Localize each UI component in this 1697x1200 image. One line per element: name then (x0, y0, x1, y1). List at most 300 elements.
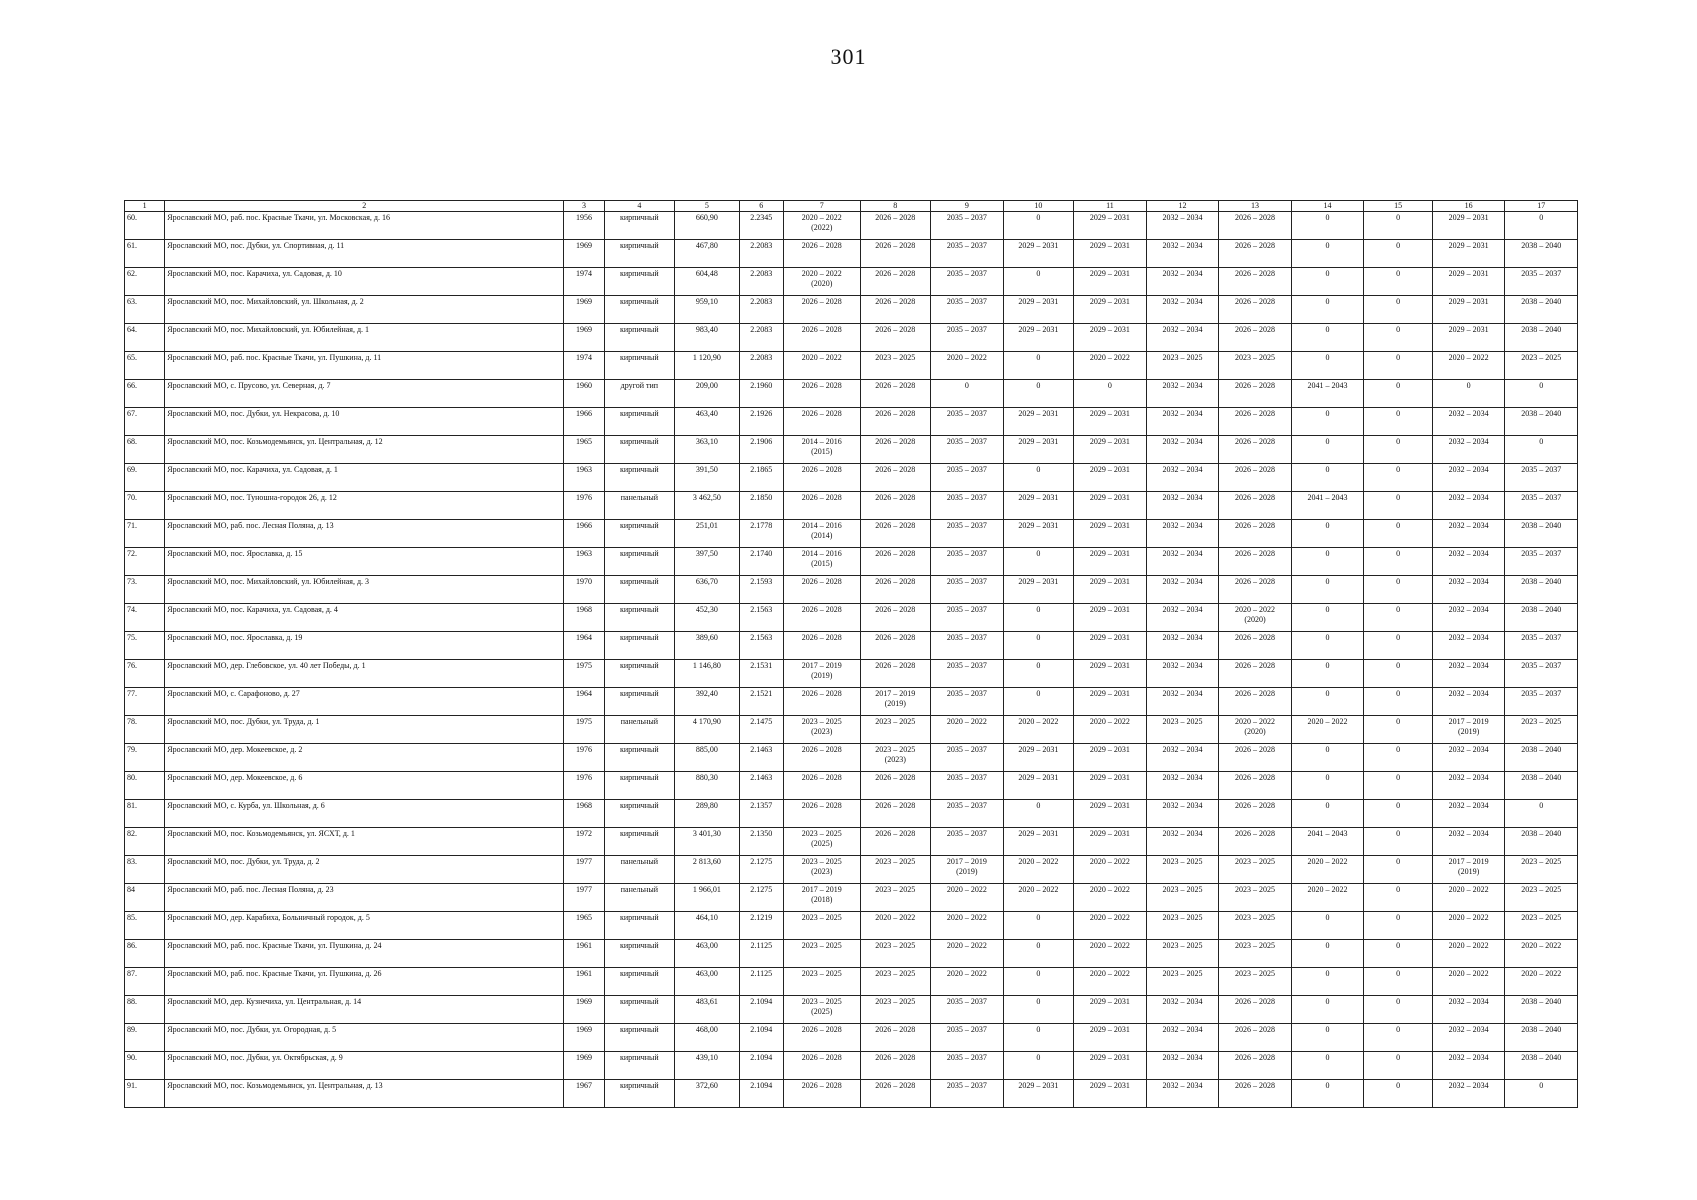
year-cell (564, 772, 604, 800)
column-header-12: 12 (1146, 201, 1219, 212)
col13-cell-value: 2023 – 2025 (1235, 885, 1275, 894)
col16-cell-value: 2032 – 2034 (1448, 493, 1489, 502)
row-number-value: 72. (127, 549, 137, 558)
address-cell-value: Ярославский МО, пос. Михайловский, ул. Школьная, д. 2 (167, 297, 364, 306)
col7-cell-value: 2026 – 2028 (801, 577, 842, 586)
col7-cell-value: 2026 – 2028 (801, 241, 842, 250)
row-number-value: 77. (127, 689, 137, 698)
col7-cell (783, 1024, 860, 1052)
material-cell-value: кирпичный (620, 1053, 659, 1062)
row-number (125, 632, 165, 660)
code-cell-value: 2.2083 (750, 269, 773, 278)
area-cell (675, 520, 739, 548)
col7-cell (783, 212, 860, 240)
col14-cell (1291, 240, 1364, 268)
area-cell (675, 268, 739, 296)
col9-cell-value: 2035 – 2037 (946, 465, 987, 474)
col12-cell (1146, 856, 1219, 884)
area-cell-value: 392,40 (695, 689, 718, 698)
col12-cell-value: 2032 – 2034 (1162, 213, 1203, 222)
col15-cell (1364, 324, 1433, 352)
col11-cell (1074, 1052, 1147, 1080)
col9-cell-value: 2035 – 2037 (946, 577, 987, 586)
col8-cell-actual-year: (2019) (884, 699, 906, 708)
row-number-value: 70. (127, 493, 137, 502)
area-cell-value: 372,60 (695, 1081, 718, 1090)
col8-cell (860, 296, 931, 324)
col15-cell-value: 0 (1396, 633, 1401, 642)
col16-cell (1432, 240, 1505, 268)
col16-cell-value: 2017 – 2019 (1448, 717, 1489, 726)
code-cell (739, 772, 783, 800)
col13-cell-actual-year: (2020) (1244, 727, 1266, 736)
code-cell (739, 352, 783, 380)
col7-cell-value: 2026 – 2028 (801, 773, 842, 782)
code-cell (739, 296, 783, 324)
col15-cell-value: 0 (1396, 325, 1401, 334)
col15-cell (1364, 464, 1433, 492)
row-number-value: 79. (127, 745, 137, 754)
area-cell (675, 548, 739, 576)
col10-cell (1003, 212, 1074, 240)
col10-cell (1003, 996, 1074, 1024)
col14-cell-value: 0 (1325, 997, 1330, 1006)
col13-cell (1219, 268, 1292, 296)
col10-cell-value: 0 (1036, 689, 1041, 698)
col10-cell (1003, 1052, 1074, 1080)
code-cell-value: 2.1357 (750, 801, 773, 810)
address-cell (165, 576, 564, 604)
col15-cell-value: 0 (1396, 549, 1401, 558)
col17-cell-value: 2023 – 2025 (1521, 913, 1562, 922)
address-cell (165, 744, 564, 772)
col9-cell (931, 912, 1004, 940)
row-number (125, 296, 165, 324)
col16-cell-value: 2029 – 2031 (1448, 269, 1489, 278)
col17-cell (1505, 520, 1578, 548)
col13-cell (1219, 1052, 1292, 1080)
col7-cell-value: 2014 – 2016 (801, 549, 842, 558)
col8-cell-value: 2026 – 2028 (875, 521, 916, 530)
col7-cell (783, 604, 860, 632)
col15-cell-value: 0 (1396, 577, 1401, 586)
table-row (125, 240, 1578, 268)
row-number-value: 90. (127, 1053, 137, 1062)
material-cell (604, 1080, 675, 1108)
col15-cell (1364, 520, 1433, 548)
col10-cell-value: 2029 – 2031 (1018, 297, 1059, 306)
address-cell-value: Ярославский МО, дер. Мокеевское, д. 2 (167, 745, 303, 754)
col8-cell-value: 2026 – 2028 (875, 1081, 916, 1090)
address-cell-value: Ярославский МО, раб. пос. Красные Ткачи, ул. Московская, д. 16 (167, 213, 390, 222)
col15-cell-value: 0 (1396, 1053, 1401, 1062)
area-cell-value: 660,90 (695, 213, 718, 222)
col7-cell (783, 352, 860, 380)
col14-cell (1291, 548, 1364, 576)
area-cell (675, 856, 739, 884)
col14-cell (1291, 912, 1364, 940)
col15-cell-value: 0 (1396, 605, 1401, 614)
col12-cell (1146, 352, 1219, 380)
col7-cell (783, 492, 860, 520)
col11-cell (1074, 604, 1147, 632)
col10-cell-value: 0 (1036, 633, 1041, 642)
area-cell (675, 604, 739, 632)
col17-cell (1505, 1052, 1578, 1080)
col11-cell (1074, 464, 1147, 492)
col9-cell-value: 2035 – 2037 (946, 1081, 987, 1090)
col14-cell-value: 2020 – 2022 (1307, 885, 1348, 894)
code-cell (739, 324, 783, 352)
col7-cell-value: 2023 – 2025 (801, 997, 842, 1006)
col12-cell (1146, 576, 1219, 604)
col10-cell (1003, 772, 1074, 800)
col8-cell-value: 2026 – 2028 (875, 605, 916, 614)
row-number (125, 268, 165, 296)
col17-cell-value: 2020 – 2022 (1521, 941, 1562, 950)
row-number (125, 436, 165, 464)
col12-cell (1146, 940, 1219, 968)
col10-cell-value: 2029 – 2031 (1018, 577, 1059, 586)
col12-cell-value: 2032 – 2034 (1162, 1081, 1203, 1090)
col7-cell-value: 2026 – 2028 (801, 325, 842, 334)
col15-cell-value: 0 (1396, 885, 1401, 894)
row-number-value: 67. (127, 409, 137, 418)
col11-cell-value: 2020 – 2022 (1089, 885, 1130, 894)
col11-cell (1074, 1080, 1147, 1108)
col8-cell (860, 324, 931, 352)
code-cell-value: 2.1563 (750, 633, 773, 642)
year-cell (564, 240, 604, 268)
area-cell-value: 2 813,60 (692, 857, 721, 866)
col15-cell (1364, 1080, 1433, 1108)
col17-cell-value: 2035 – 2037 (1521, 549, 1562, 558)
col7-cell-value: 2026 – 2028 (801, 381, 842, 390)
year-cell-value: 1963 (575, 549, 592, 558)
col12-cell-value: 2023 – 2025 (1162, 857, 1203, 866)
col17-cell (1505, 352, 1578, 380)
col12-cell (1146, 408, 1219, 436)
col12-cell-value: 2032 – 2034 (1162, 437, 1203, 446)
col16-cell-value: 2032 – 2034 (1448, 549, 1489, 558)
col12-cell (1146, 604, 1219, 632)
material-cell (604, 520, 675, 548)
year-cell-value: 1976 (575, 745, 592, 754)
material-cell-value: кирпичный (620, 1081, 659, 1090)
col17-cell (1505, 968, 1578, 996)
col12-cell-value: 2032 – 2034 (1162, 269, 1203, 278)
code-cell (739, 436, 783, 464)
col10-cell-value: 0 (1036, 661, 1041, 670)
row-number-value: 80. (127, 773, 137, 782)
area-cell-value: 439,10 (695, 1053, 718, 1062)
col9-cell (931, 660, 1004, 688)
schedule-table-container (124, 200, 1578, 1108)
col15-cell-value: 0 (1396, 941, 1401, 950)
col14-cell-value: 0 (1325, 801, 1330, 810)
col14-cell (1291, 772, 1364, 800)
col11-cell (1074, 968, 1147, 996)
code-cell-value: 2.1125 (750, 969, 773, 978)
col15-cell (1364, 828, 1433, 856)
col8-cell-value: 2023 – 2025 (875, 941, 916, 950)
year-cell-value: 1972 (575, 829, 592, 838)
code-cell-value: 2.2345 (750, 213, 773, 222)
material-cell (604, 436, 675, 464)
col11-cell (1074, 716, 1147, 744)
address-cell-value: Ярославский МО, раб. пос. Красные Ткачи, ул. Пушкина, д. 26 (167, 969, 382, 978)
row-number-value: 73. (127, 577, 137, 586)
col7-cell (783, 660, 860, 688)
column-header-9: 9 (931, 201, 1004, 212)
col14-cell-value: 0 (1325, 325, 1330, 334)
col11-cell-value: 2029 – 2031 (1089, 997, 1130, 1006)
code-cell-value: 2.1463 (750, 773, 773, 782)
material-cell-value: кирпичный (620, 269, 659, 278)
col12-cell (1146, 436, 1219, 464)
col8-cell-value: 2023 – 2025 (875, 857, 916, 866)
col12-cell-value: 2032 – 2034 (1162, 1053, 1203, 1062)
col13-cell (1219, 996, 1292, 1024)
col16-cell-value: 2029 – 2031 (1448, 325, 1489, 334)
address-cell (165, 464, 564, 492)
col9-cell-value: 2035 – 2037 (946, 745, 987, 754)
row-number (125, 324, 165, 352)
col13-cell (1219, 940, 1292, 968)
col10-cell (1003, 352, 1074, 380)
col16-cell (1432, 856, 1505, 884)
col17-cell (1505, 296, 1578, 324)
col16-cell-actual-year: (2019) (1457, 867, 1480, 876)
col10-cell-value: 0 (1036, 549, 1041, 558)
year-cell (564, 212, 604, 240)
code-cell (739, 240, 783, 268)
col12-cell (1146, 324, 1219, 352)
col14-cell-value: 0 (1325, 1053, 1330, 1062)
row-number-value: 88. (127, 997, 137, 1006)
material-cell (604, 800, 675, 828)
material-cell-value: кирпичный (620, 801, 659, 810)
code-cell-value: 2.1865 (750, 465, 773, 474)
col7-cell (783, 268, 860, 296)
col10-cell-value: 2029 – 2031 (1018, 521, 1059, 530)
col7-cell (783, 576, 860, 604)
col9-cell-value: 2035 – 2037 (946, 633, 987, 642)
code-cell (739, 660, 783, 688)
material-cell-value: кирпичный (620, 577, 659, 586)
table-row (125, 828, 1578, 856)
col15-cell (1364, 800, 1433, 828)
code-cell-value: 2.1125 (750, 941, 773, 950)
col13-cell-value: 2026 – 2028 (1235, 437, 1275, 446)
address-cell-value: Ярославский МО, с. Прусово, ул. Северная, д. 7 (167, 381, 331, 390)
row-number (125, 716, 165, 744)
col12-cell (1146, 212, 1219, 240)
col15-cell-value: 0 (1396, 969, 1401, 978)
col15-cell-value: 0 (1396, 381, 1401, 390)
col17-cell-value: 0 (1539, 1081, 1544, 1090)
col16-cell (1432, 212, 1505, 240)
col11-cell (1074, 212, 1147, 240)
col17-cell (1505, 632, 1578, 660)
row-number (125, 408, 165, 436)
year-cell-value: 1977 (575, 885, 592, 894)
col16-cell-value: 2032 – 2034 (1448, 465, 1489, 474)
year-cell-value: 1974 (575, 269, 592, 278)
col12-cell-value: 2032 – 2034 (1162, 997, 1203, 1006)
col17-cell-value: 2023 – 2025 (1521, 885, 1562, 894)
col14-cell-value: 0 (1325, 605, 1330, 614)
address-cell-value: Ярославский МО, пос. Карачиха, ул. Садовая, д. 1 (167, 465, 338, 474)
col16-cell (1432, 492, 1505, 520)
col8-cell-value: 2020 – 2022 (875, 913, 916, 922)
col8-cell-actual-year: (2023) (884, 755, 906, 764)
year-cell (564, 884, 604, 912)
col12-cell-value: 2032 – 2034 (1162, 465, 1203, 474)
col7-cell (783, 996, 860, 1024)
year-cell (564, 268, 604, 296)
col17-cell (1505, 548, 1578, 576)
col13-cell-value: 2026 – 2028 (1235, 213, 1275, 222)
row-number (125, 856, 165, 884)
col13-cell (1219, 212, 1292, 240)
year-cell-value: 1960 (575, 381, 592, 390)
col7-cell (783, 408, 860, 436)
col17-cell-value: 2038 – 2040 (1521, 521, 1562, 530)
col12-cell-value: 2032 – 2034 (1162, 801, 1203, 810)
col8-cell (860, 996, 931, 1024)
page-number: 301 (830, 44, 867, 69)
col10-cell-value: 2029 – 2031 (1018, 745, 1059, 754)
col7-cell-actual-year: (2022) (811, 223, 833, 232)
col14-cell-value: 0 (1325, 213, 1330, 222)
row-number (125, 1024, 165, 1052)
col15-cell (1364, 968, 1433, 996)
col14-cell (1291, 324, 1364, 352)
col10-cell (1003, 856, 1074, 884)
col13-cell-value: 2026 – 2028 (1235, 549, 1275, 558)
table-row (125, 856, 1578, 884)
col9-cell (931, 800, 1004, 828)
area-cell (675, 1024, 739, 1052)
col14-cell (1291, 688, 1364, 716)
column-header-16: 16 (1432, 201, 1505, 212)
row-number-value: 84 (127, 885, 135, 894)
col11-cell (1074, 632, 1147, 660)
table-row (125, 380, 1578, 408)
col17-cell (1505, 912, 1578, 940)
col15-cell-value: 0 (1396, 1081, 1401, 1090)
col12-cell (1146, 380, 1219, 408)
col15-cell (1364, 772, 1433, 800)
col7-cell (783, 548, 860, 576)
col12-cell-value: 2023 – 2025 (1162, 941, 1203, 950)
col15-cell-value: 0 (1396, 661, 1401, 670)
col12-cell (1146, 800, 1219, 828)
col9-cell-value: 2020 – 2022 (946, 717, 987, 726)
col16-cell-value: 2020 – 2022 (1448, 913, 1489, 922)
col8-cell-value: 2026 – 2028 (875, 269, 916, 278)
col14-cell (1291, 716, 1364, 744)
address-cell-value: Ярославский МО, раб. пос. Лесная Поляна, д. 23 (167, 885, 334, 894)
table-row (125, 576, 1578, 604)
address-cell-value: Ярославский МО, дер. Карабиха, Больничный городок, д. 5 (167, 913, 370, 922)
col11-cell-value: 2029 – 2031 (1089, 1025, 1130, 1034)
col8-cell (860, 520, 931, 548)
col13-cell (1219, 408, 1292, 436)
col15-cell (1364, 1052, 1433, 1080)
address-cell-value: Ярославский МО, пос. Дубки, ул. Спортивная, д. 11 (167, 241, 345, 250)
col9-cell-value: 2035 – 2037 (946, 1053, 987, 1062)
col17-cell-value: 2038 – 2040 (1521, 745, 1562, 754)
col15-cell (1364, 492, 1433, 520)
address-cell-value: Ярославский МО, пос. Ярославка, д. 19 (167, 633, 303, 642)
code-cell (739, 884, 783, 912)
column-header-17: 17 (1505, 201, 1578, 212)
table-row (125, 968, 1578, 996)
address-cell-value: Ярославский МО, дер. Мокеевское, д. 6 (167, 773, 303, 782)
col12-cell-value: 2032 – 2034 (1162, 661, 1203, 670)
col14-cell (1291, 380, 1364, 408)
col15-cell-value: 0 (1396, 997, 1401, 1006)
col17-cell-value: 2038 – 2040 (1521, 409, 1562, 418)
row-number (125, 828, 165, 856)
col9-cell (931, 380, 1004, 408)
col16-cell (1432, 436, 1505, 464)
col11-cell-value: 2020 – 2022 (1089, 353, 1130, 362)
col16-cell (1432, 352, 1505, 380)
col10-cell (1003, 268, 1074, 296)
col16-cell-value: 2032 – 2034 (1448, 801, 1489, 810)
material-cell (604, 912, 675, 940)
material-cell-value: кирпичный (620, 633, 659, 642)
col15-cell (1364, 940, 1433, 968)
col10-cell (1003, 632, 1074, 660)
col9-cell-value: 2035 – 2037 (946, 661, 987, 670)
col12-cell (1146, 296, 1219, 324)
column-header-3: 3 (564, 201, 604, 212)
address-cell-value: Ярославский МО, с. Курба, ул. Школьная, д. 6 (167, 801, 325, 810)
col13-cell (1219, 688, 1292, 716)
col7-cell (783, 1080, 860, 1108)
col14-cell (1291, 492, 1364, 520)
col12-cell (1146, 716, 1219, 744)
col16-cell (1432, 828, 1505, 856)
area-cell (675, 912, 739, 940)
year-cell (564, 576, 604, 604)
col10-cell (1003, 884, 1074, 912)
col11-cell (1074, 660, 1147, 688)
material-cell (604, 688, 675, 716)
address-cell (165, 492, 564, 520)
material-cell (604, 772, 675, 800)
address-cell (165, 324, 564, 352)
area-cell-value: 880,30 (695, 773, 718, 782)
col14-cell-value: 0 (1325, 577, 1330, 586)
col17-cell (1505, 268, 1578, 296)
col13-cell (1219, 912, 1292, 940)
code-cell-value: 2.1219 (750, 913, 773, 922)
col15-cell (1364, 408, 1433, 436)
code-cell-value: 2.1275 (750, 857, 773, 866)
col17-cell-value: 2035 – 2037 (1521, 465, 1562, 474)
col13-cell-value: 2026 – 2028 (1235, 269, 1275, 278)
address-cell-value: Ярославский МО, дер. Глебовское, ул. 40 лет Победы, д. 1 (167, 661, 366, 670)
col14-cell-value: 0 (1325, 773, 1330, 782)
year-cell-value: 1969 (575, 1053, 592, 1062)
col10-cell (1003, 436, 1074, 464)
col16-cell-value: 2032 – 2034 (1448, 1025, 1489, 1034)
